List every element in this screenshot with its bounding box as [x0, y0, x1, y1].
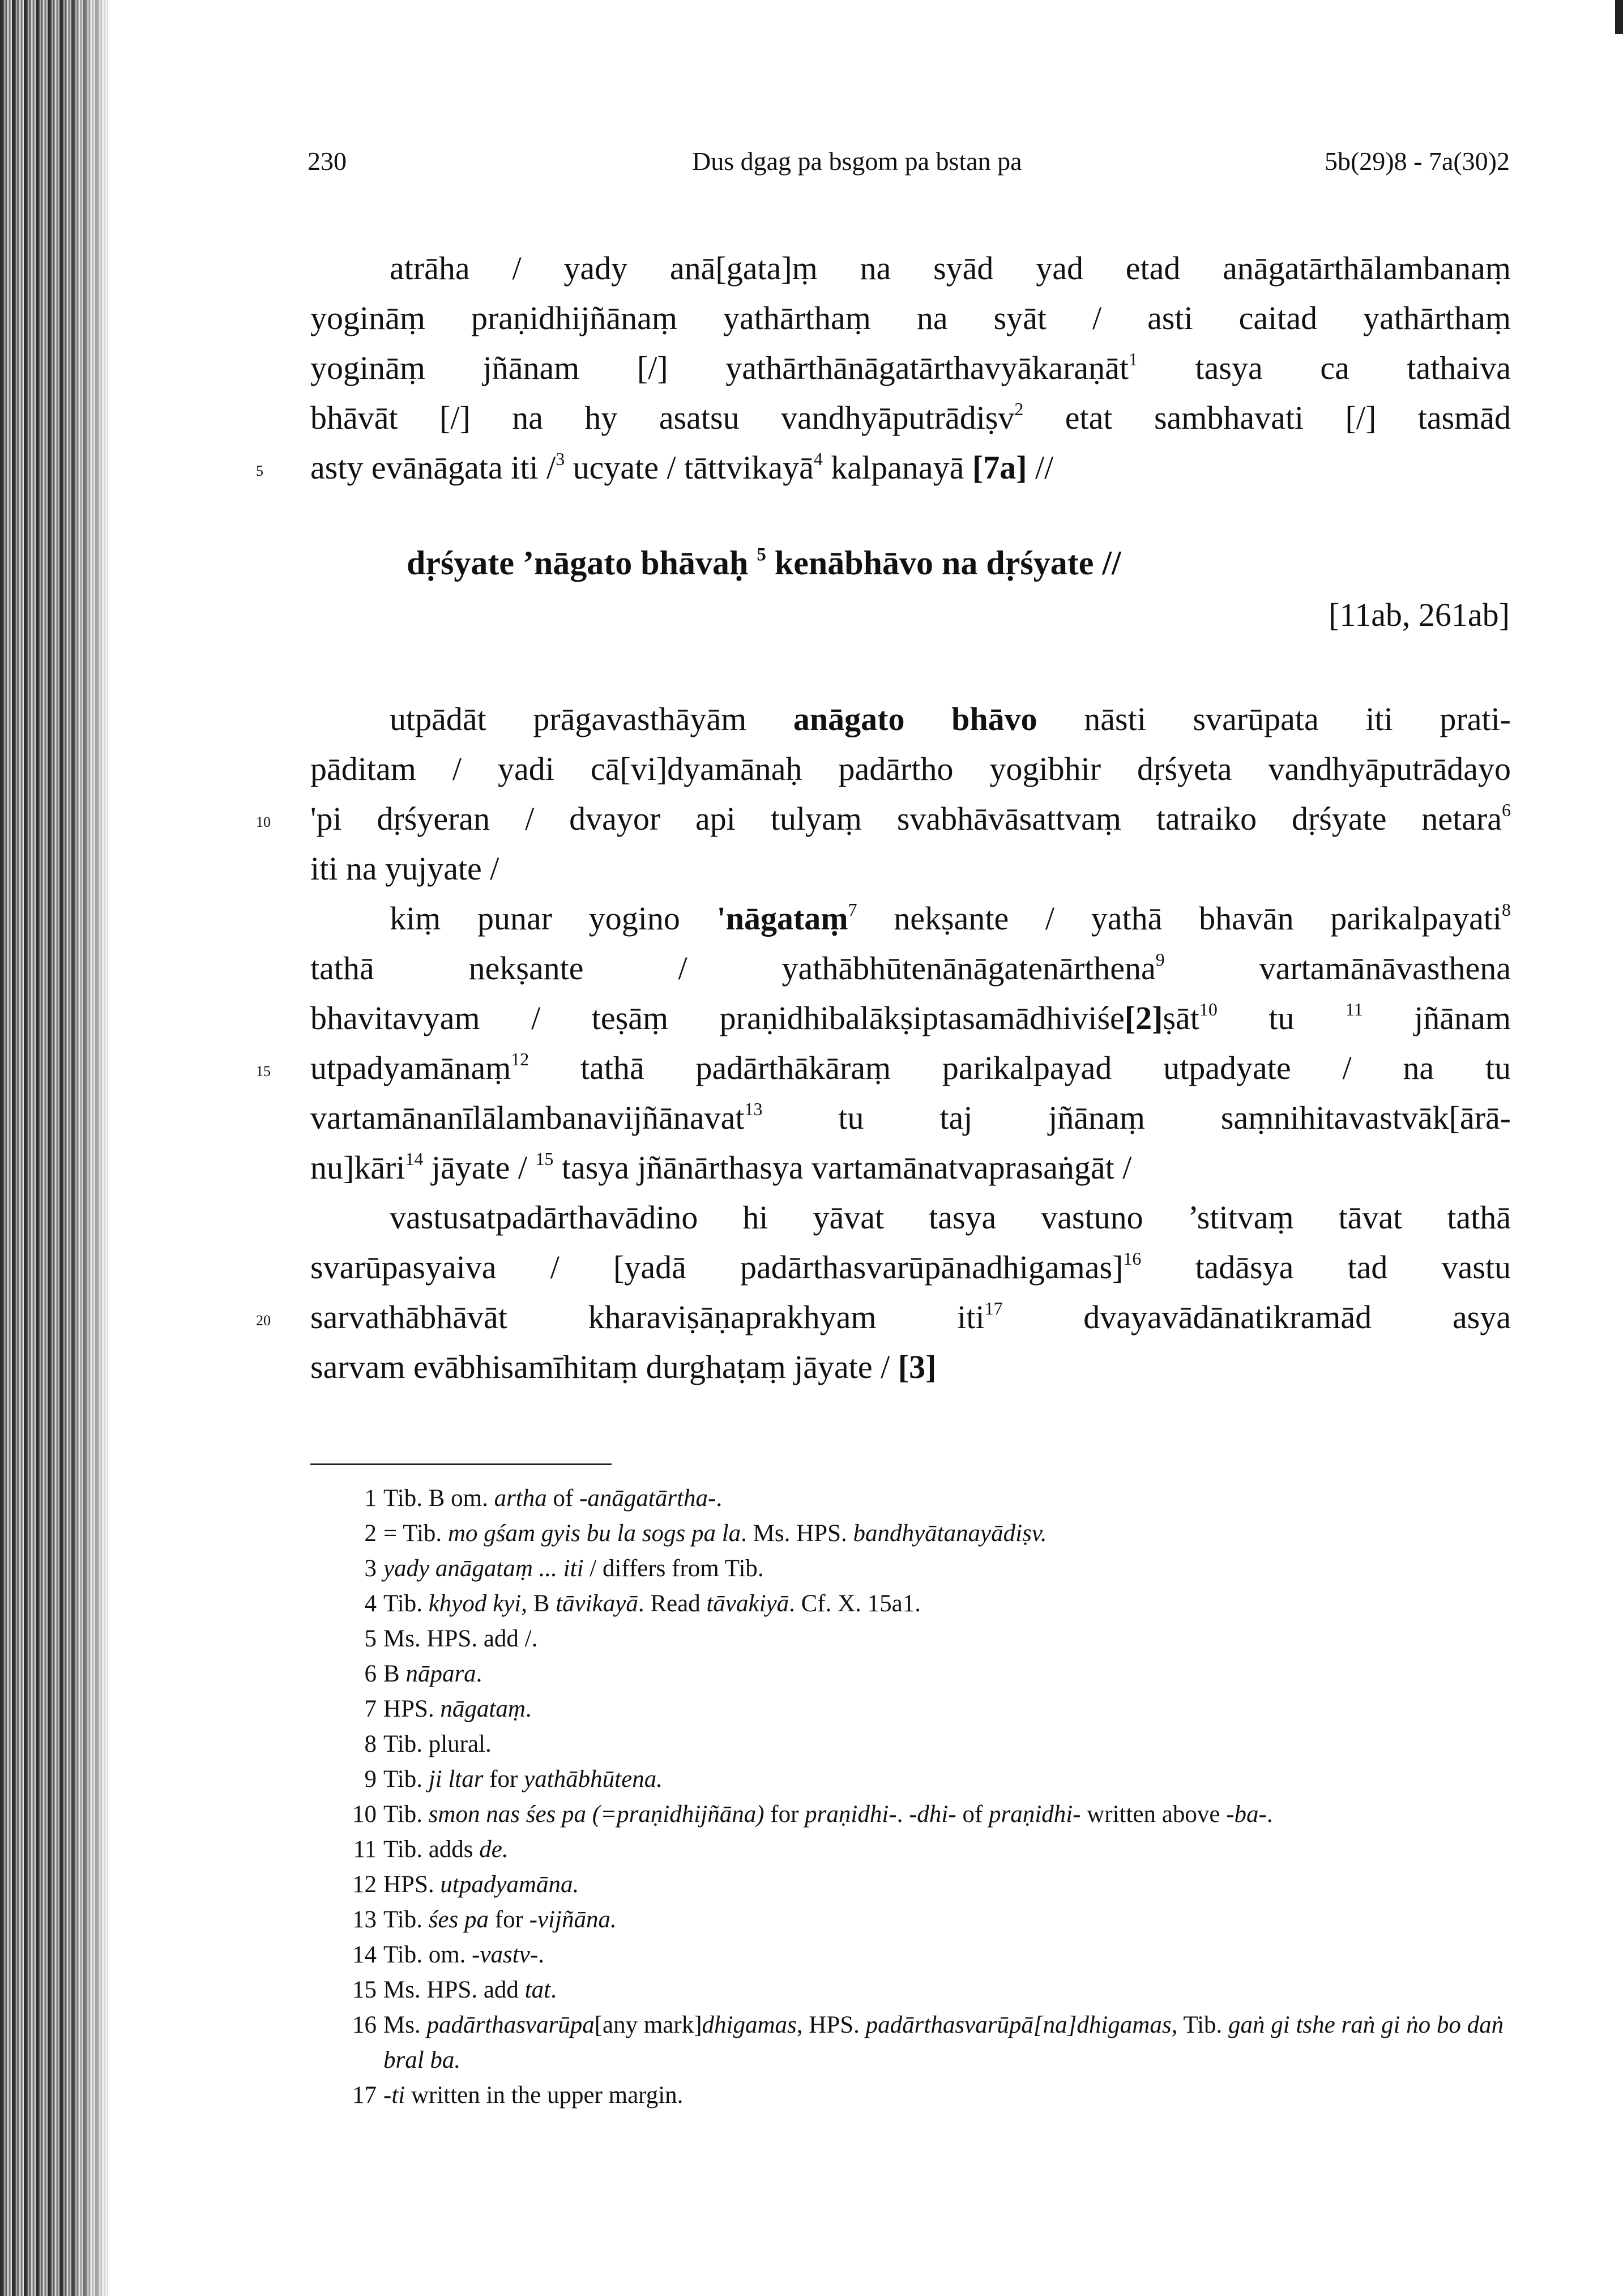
line-number: 15 — [256, 1063, 271, 1079]
text-segment: HPS. — [383, 1696, 441, 1722]
text-segment: written in the upper margin. — [405, 2082, 684, 2109]
line-number: 20 — [256, 1312, 271, 1329]
text-segment: [7a] — [972, 449, 1027, 486]
text-segment: kenābhāvo na dṛśyate // — [766, 544, 1121, 582]
text-segment: nu]kāri — [310, 1149, 405, 1186]
text-segment: ṣāt — [1163, 1000, 1199, 1036]
text-segment: HPS. — [383, 1871, 441, 1898]
text-line — [310, 1342, 1511, 1392]
footnote — [310, 1797, 1517, 1832]
text-segment: smon nas śes pa (=praṇidhijñāna) — [428, 1801, 764, 1828]
text-segment: kiṃ punar yogino — [390, 900, 717, 937]
verse-reference: [11ab, 261ab] — [1329, 596, 1510, 633]
text-segment: gaṅ gi tshe raṅ gi ṅo bo daṅ bral ba. — [383, 2012, 1504, 2073]
footnote-marker: 8 — [1502, 900, 1511, 920]
footnote — [310, 2008, 1517, 2078]
text-segment: for — [764, 1801, 805, 1828]
text-segment: padārthasvarūpā[na]dhigamas — [865, 2012, 1172, 2038]
folio-reference: 5b(29)8 - 7a(30)2 — [1324, 147, 1510, 176]
text-segment: . — [476, 1661, 482, 1687]
text-line — [256, 1043, 1511, 1093]
text-segment: . — [1266, 1801, 1273, 1828]
footnote-number: 10 — [352, 1801, 377, 1828]
text-segment: etat sambhavati [/] tasmād — [1023, 399, 1511, 436]
text-segment: [3] — [898, 1348, 937, 1385]
text-segment: Ms. — [383, 2012, 427, 2038]
text-segment: tasya ca tathaiva — [1137, 349, 1511, 386]
text-segment: . — [896, 1801, 909, 1828]
text-segment: tasya jñānārthasya vartamānatvaprasaṅgāt / — [553, 1149, 1132, 1186]
text-segment: mo gśam gyis bu la sogs pa la — [447, 1520, 741, 1547]
text-segment: yathābhūtena. — [524, 1766, 663, 1793]
text-segment: Tib. B om. — [383, 1485, 494, 1512]
text-segment: tāvakiyā — [706, 1590, 789, 1617]
text-line — [310, 1243, 1511, 1292]
text-segment: padārthasvarūpa — [426, 2012, 595, 2038]
footnote-number: 14 — [352, 1941, 377, 1968]
footnote — [310, 1832, 1517, 1867]
text-segment: Ms. HPS. add /. — [383, 1625, 538, 1652]
text-segment: for — [483, 1766, 524, 1793]
text-segment: iti na yujyate / — [310, 850, 499, 887]
text-line — [310, 393, 1511, 443]
footnote-marker: 4 — [813, 449, 823, 470]
text-segment: , Tib. — [1171, 2012, 1229, 2038]
footnote-marker: 11 — [1346, 1000, 1363, 1020]
text-segment: praṇidhi- — [805, 1801, 897, 1828]
text-segment: . Cf. X. 15a1. — [789, 1590, 921, 1617]
text-segment: tathā nekṣante / yathābhūtenānāgatenārthena — [310, 950, 1156, 987]
text-segment: anāgato bhāvo — [793, 701, 1037, 737]
footnote-number: 17 — [352, 2082, 377, 2109]
footnote-marker: 16 — [1123, 1249, 1142, 1269]
text-line — [310, 1143, 1511, 1193]
text-segment: B — [383, 1661, 406, 1687]
footnote — [310, 1902, 1517, 1937]
text-segment: nāsti svarūpata iti prati- — [1037, 701, 1511, 737]
text-line — [310, 844, 1511, 894]
footnote-number: 16 — [352, 2012, 377, 2038]
text-line — [310, 744, 1511, 794]
text-line — [310, 993, 1511, 1043]
footnote-number: 11 — [353, 1836, 377, 1863]
text-segment: Tib. plural. — [383, 1731, 492, 1757]
text-segment: for — [489, 1906, 529, 1933]
text-segment: of — [956, 1801, 989, 1828]
footnote-marker: 12 — [511, 1049, 529, 1070]
scan-corner-mark — [1615, 0, 1623, 34]
text-segment: = Tib. — [383, 1520, 448, 1547]
gutter-fade — [68, 0, 119, 2296]
text-segment: tāvikayā — [556, 1590, 638, 1617]
text-segment: khyod kyi — [428, 1590, 522, 1617]
text-segment: . — [525, 1696, 532, 1722]
footnote — [310, 1867, 1517, 1902]
text-segment: [any mark] — [594, 2012, 702, 2038]
footnote-number: 7 — [364, 1696, 377, 1722]
footnote-number: 2 — [364, 1520, 377, 1547]
text-segment: atrāha / yady anā[gata]ṃ na syād yad etad anāgatārthālambanaṃ — [390, 250, 1511, 287]
text-segment: [2] — [1124, 1000, 1163, 1036]
text-segment: jñānam — [1363, 1000, 1511, 1036]
text-segment: yogināṃ praṇidhijñānaṃ yathārthaṃ na syāt / asti caitad yathārthaṃ — [310, 300, 1511, 336]
text-segment: Tib. — [383, 1766, 429, 1793]
footnote-number: 12 — [352, 1871, 377, 1898]
text-line — [310, 944, 1511, 993]
text-segment: asty evānāgata iti / — [310, 449, 556, 486]
text-segment: ucyate / tāttvikayā — [565, 449, 814, 486]
footnote-number: 13 — [352, 1906, 377, 1933]
text-line — [310, 694, 1511, 744]
text-segment: pāditam / yadi cā[vi]dyamānaḥ padārtho yogibhir dṛśyeta vandhyāputrādayo — [310, 750, 1511, 787]
footnote-marker: 6 — [1502, 800, 1511, 821]
text-segment: 'pi dṛśyeran / dvayor api tulyaṃ svabhāvāsattvaṃ tatraiko dṛśyate netara — [310, 800, 1502, 837]
text-segment: bhavitavyam / teṣāṃ praṇidhibalākṣiptasamādhiviśe — [310, 1000, 1125, 1036]
text-line — [310, 894, 1511, 944]
text-segment: -anāgatārtha- — [579, 1485, 716, 1512]
text-segment: nekṣante / yathā bhavān parikalpayati — [857, 900, 1502, 937]
text-segment: Ms. HPS. add — [383, 1977, 525, 2003]
text-segment: kalpanayā — [822, 449, 972, 486]
text-segment: śes pa — [428, 1906, 489, 1933]
text-segment: . — [716, 1485, 723, 1512]
text-segment: Tib. om. — [383, 1941, 472, 1968]
footnote-marker: 13 — [744, 1099, 763, 1120]
text-segment: nāgataṃ — [440, 1696, 526, 1722]
footnote-number: 6 — [364, 1661, 377, 1687]
verse — [407, 544, 1121, 583]
text-line — [310, 293, 1511, 343]
footnote-marker: 14 — [405, 1149, 424, 1170]
text-segment: tu — [1217, 1000, 1346, 1036]
text-segment: -ba- — [1226, 1801, 1267, 1828]
text-segment: Tib. — [383, 1906, 429, 1933]
text-line — [256, 794, 1511, 844]
footnote — [310, 1692, 1517, 1727]
text-segment: , B — [521, 1590, 556, 1617]
text-segment: -ti — [383, 2082, 405, 2109]
text-line — [310, 1193, 1511, 1243]
text-segment: dvayavādānatikramād asya — [1002, 1299, 1511, 1335]
text-segment: de. — [479, 1836, 509, 1863]
footnote — [310, 1727, 1517, 1762]
footnote-number: 4 — [364, 1590, 377, 1617]
footnote-marker: 9 — [1155, 950, 1165, 970]
page-number: 230 — [307, 147, 347, 176]
text-segment: sarvam evābhisamīhitaṃ durghaṭaṃ jāyate / — [310, 1348, 898, 1385]
footnote-marker: 1 — [1128, 349, 1138, 370]
text-line — [256, 1292, 1511, 1342]
text-segment: vartamānanīlālambanavijñānavat — [310, 1099, 745, 1136]
footnote — [310, 1937, 1517, 1973]
footnote-marker: 2 — [1014, 399, 1024, 420]
footnote-marker: 10 — [1199, 1000, 1218, 1020]
footnote — [310, 1481, 1517, 1516]
text-segment: utpadyamāna. — [440, 1871, 579, 1898]
text-segment: vastusatpadārthavādino hi yāvat tasya vastuno ’stitvaṃ tāvat tathā — [390, 1199, 1511, 1236]
text-segment: bhāvāt [/] na hy asatsu vandhyāputrādiṣv — [310, 399, 1015, 436]
line-number: 10 — [256, 814, 271, 830]
footnote — [310, 1551, 1517, 1586]
text-segment: . Ms. HPS. — [741, 1520, 853, 1547]
paragraph-1 — [256, 244, 1511, 493]
footnote — [310, 1516, 1517, 1551]
text-segment: dhigamas — [702, 2012, 797, 2038]
footnote — [310, 1657, 1517, 1692]
footnote-marker: 5 — [757, 544, 766, 565]
text-segment: -dhi- — [909, 1801, 956, 1828]
text-segment: . Read — [638, 1590, 707, 1617]
footnote — [310, 2078, 1517, 2113]
footnote-rule — [310, 1463, 612, 1465]
text-segment: of — [546, 1485, 580, 1512]
text-segment: nāpara — [405, 1661, 476, 1687]
footnote — [310, 1762, 1517, 1797]
footnote-number: 9 — [364, 1766, 377, 1793]
text-line — [256, 443, 1511, 493]
text-segment: yogināṃ jñānam [/] yathārthānāgatārthavyākaraṇāt — [310, 349, 1129, 386]
footnote-marker: 15 — [535, 1149, 554, 1170]
text-segment: sarvathābhāvāt kharaviṣāṇaprakhyam iti — [310, 1299, 985, 1335]
text-segment: -vijñāna. — [529, 1906, 617, 1933]
footnote-number: 3 — [364, 1555, 377, 1582]
text-segment: / differs from Tib. — [583, 1555, 764, 1582]
footnote-number: 15 — [352, 1977, 377, 2003]
footnote — [310, 1586, 1517, 1621]
running-title: Dus dgag pa bsgom pa bstan pa — [692, 147, 1022, 176]
text-segment: svarūpasyaiva / [yadā padārthasvarūpānadhigamas] — [310, 1249, 1124, 1286]
footnotes — [310, 1481, 1517, 2113]
text-segment: utpadyamānaṃ — [310, 1049, 511, 1086]
text-segment: tat — [524, 1977, 551, 2003]
footnote-number: 8 — [364, 1731, 377, 1757]
text-segment: ji ltar — [428, 1766, 484, 1793]
text-segment: tu taj jñānaṃ saṃnihitavastvāk[ārā- — [762, 1099, 1511, 1136]
text-segment: Tib. — [383, 1590, 429, 1617]
line-number: 5 — [256, 463, 263, 479]
text-segment: -vastv- — [472, 1941, 539, 1968]
text-line — [310, 244, 1511, 293]
text-segment: bandhyātanayādiṣv. — [853, 1520, 1047, 1547]
text-segment: praṇidhi- — [989, 1801, 1081, 1828]
text-line — [310, 343, 1511, 393]
text-segment: Tib. adds — [383, 1836, 480, 1863]
text-segment: . — [538, 1941, 544, 1968]
text-segment: jāyate / — [423, 1149, 536, 1186]
text-segment: tathā padārthākāraṃ parikalpayad utpadyate / na tu — [529, 1049, 1511, 1086]
footnote-marker: 7 — [848, 900, 857, 920]
text-segment: , HPS. — [796, 2012, 866, 2038]
text-segment: // — [1027, 449, 1054, 486]
text-segment: artha — [494, 1485, 547, 1512]
text-segment: tadāsya tad vastu — [1141, 1249, 1511, 1286]
paragraph-2 — [256, 694, 1511, 1392]
text-segment: dṛśyate ’nāgato bhāvaḥ — [407, 544, 757, 582]
text-segment: vartamānāvasthena — [1164, 950, 1511, 987]
text-segment: 'nāgataṃ — [716, 900, 848, 937]
text-segment: yady anāgataṃ ... iti — [383, 1555, 584, 1582]
footnote — [310, 1973, 1517, 2008]
footnote-number: 1 — [364, 1485, 377, 1512]
footnote-number: 5 — [364, 1625, 377, 1652]
footnote-marker: 3 — [556, 449, 565, 470]
text-segment: Tib. — [383, 1801, 429, 1828]
text-segment: written above — [1080, 1801, 1227, 1828]
text-segment: utpādāt prāgavasthāyām — [390, 701, 793, 737]
footnote-marker: 17 — [984, 1299, 1003, 1319]
footnote — [310, 1621, 1517, 1657]
text-line — [310, 1093, 1511, 1143]
text-segment: . — [550, 1977, 557, 2003]
